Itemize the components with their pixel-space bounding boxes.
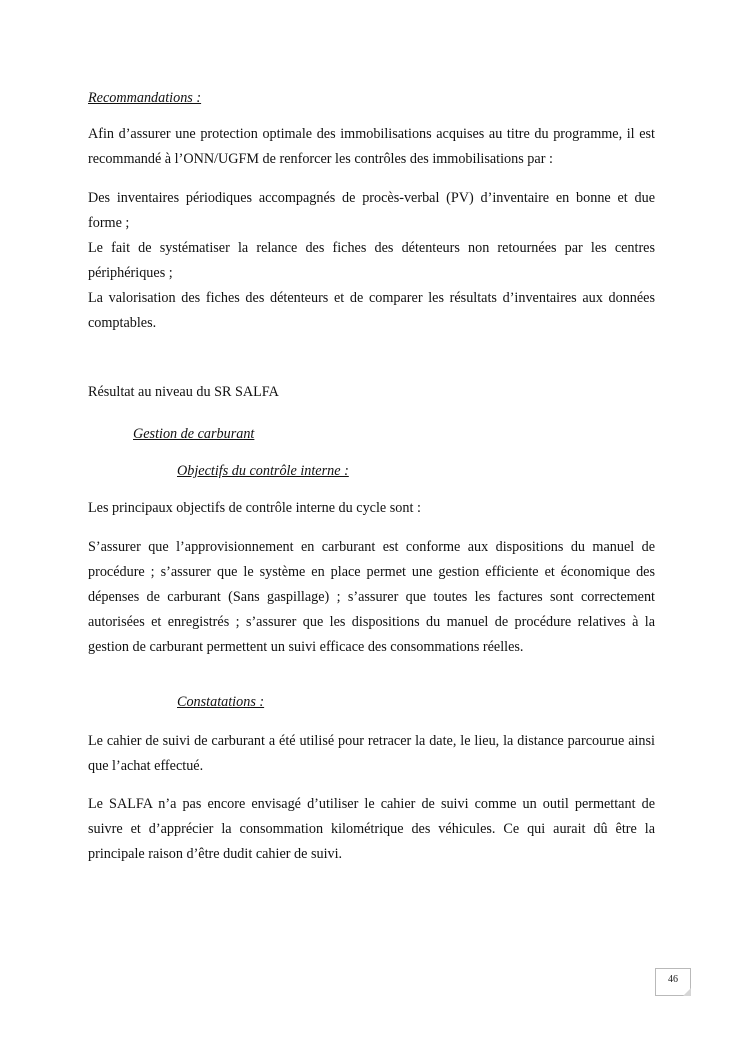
objectifs-heading: Objectifs du contrôle interne : <box>177 463 349 479</box>
intro-paragraph: Afin d’assurer une protection optimale des immobilisations acquises au titre du programme, il est recommandé à l’ONN/UGFM de renforcer les contrôles des immobilisations par : <box>88 126 655 167</box>
objectifs-intro: Les principaux objectifs de contrôle interne du cycle sont : <box>88 500 421 516</box>
recommendation-item: Des inventaires périodiques accompagnés de procès-verbal (PV) d’inventaire en bonne et due forme ; <box>88 190 655 231</box>
subsection-title: Gestion de carburant <box>133 426 255 442</box>
constatation-paragraph: Le cahier de suivi de carburant a été utilisé pour retracer la date, le lieu, la distance parcourue ainsi que l’achat effectué. <box>88 733 655 774</box>
section-title: Résultat au niveau du SR SALFA <box>88 384 279 400</box>
page-number: 46 <box>668 974 678 985</box>
page-number-box <box>655 968 691 996</box>
constatation-paragraph: Le SALFA n’a pas encore envisagé d’utiliser le cahier de suivi comme un outil permettant de suivre et d’apprécier la consommation kilométrique des véhicules. Ce qui aurait dû être la principale raison d’être dudit cahier de suivi. <box>88 796 655 862</box>
constatations-heading: Constatations : <box>177 694 265 710</box>
recommendation-item: La valorisation des fiches des détenteurs et de comparer les résultats d’inventaires aux données comptables. <box>88 290 655 331</box>
recommendation-item: Le fait de systématiser la relance des fiches des détenteurs non retournées par les centres périphériques ; <box>88 240 655 281</box>
recommandations-heading: Recommandations : <box>88 90 202 106</box>
page-fold-icon <box>683 988 691 996</box>
objectifs-paragraph: S’assurer que l’approvisionnement en carburant est conforme aux dispositions du manuel de procédure ; s’assurer que le système en place permet une gestion efficiente et économique des dépenses de carburant (Sans gaspillage) ; s’assurer que toutes les factures sont correctement autorisées et enregistrés ; s’assurer que les dispositions du manuel de procédure relatives à la gestion de carburant permettent un suivi efficace des consommations réelles. <box>88 539 655 655</box>
